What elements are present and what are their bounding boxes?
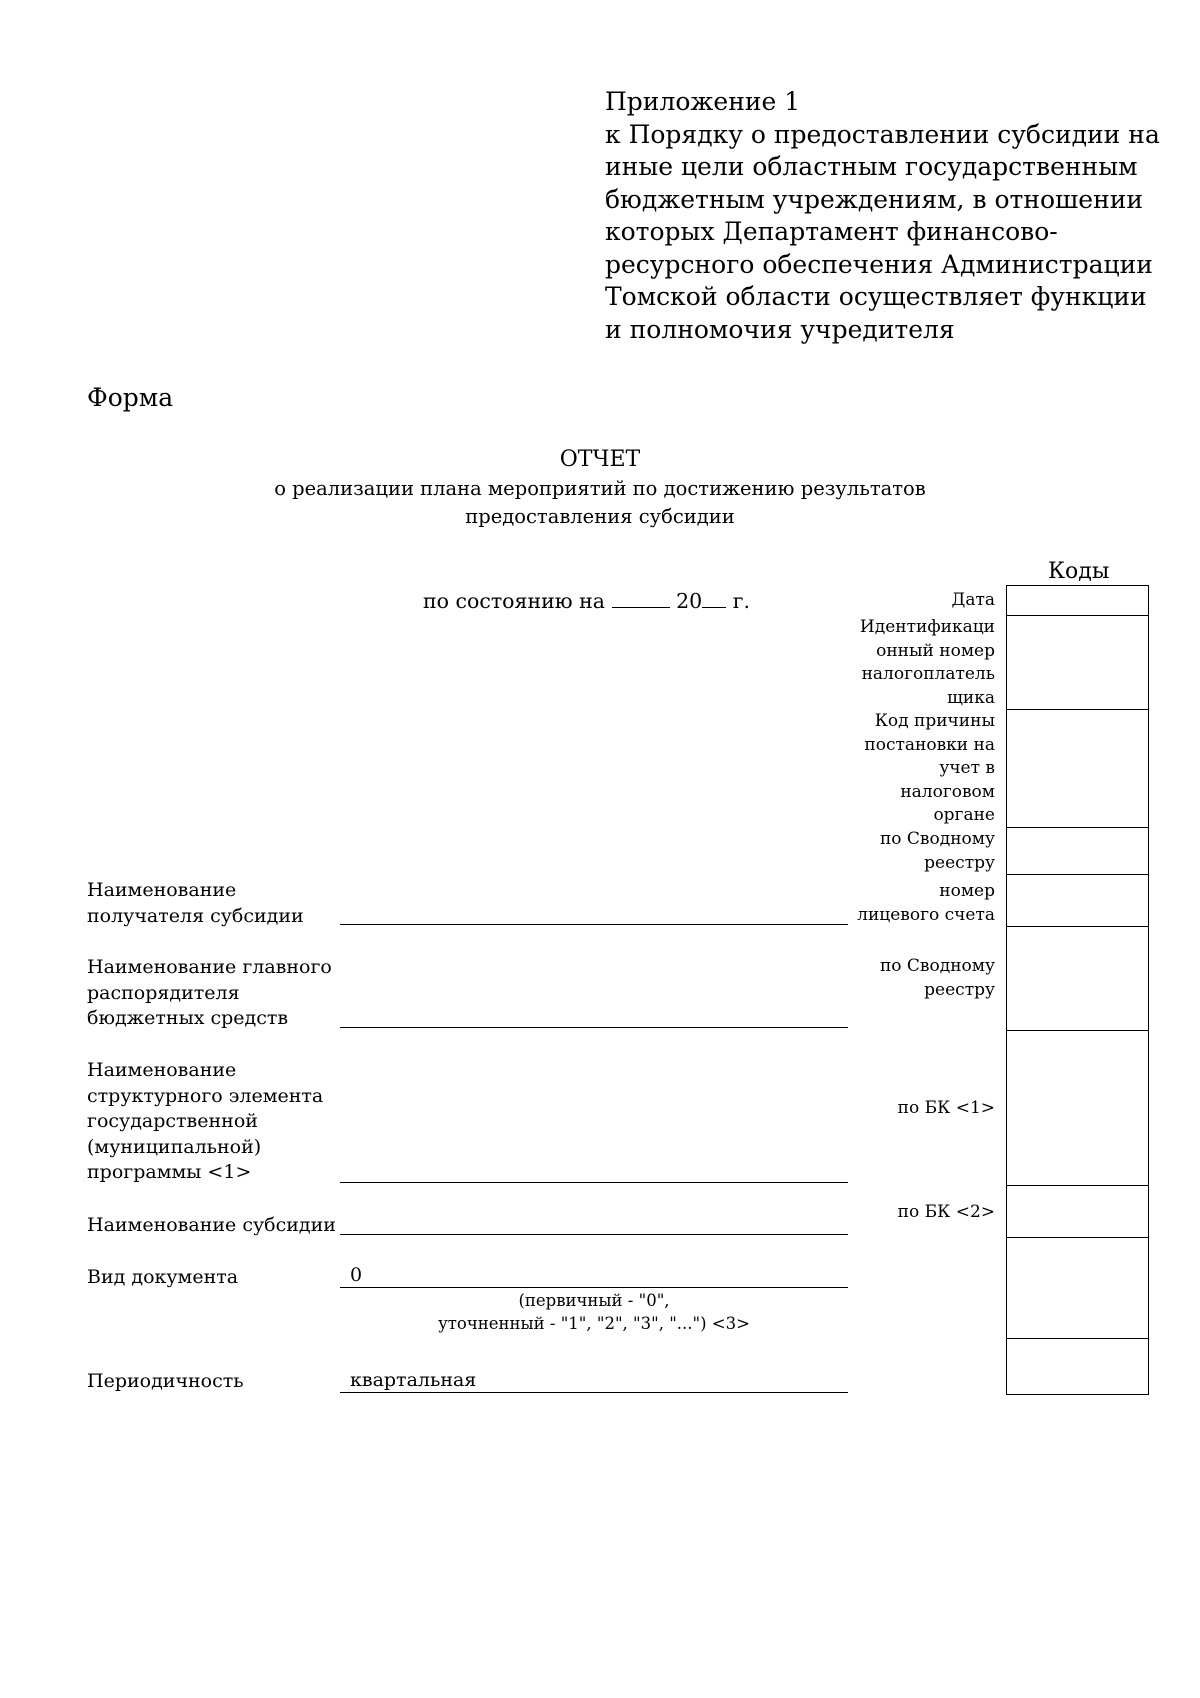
- code-label-line: Дата: [951, 590, 995, 610]
- field-label-line: распорядителя: [87, 981, 240, 1004]
- field-label-manager: [87, 955, 332, 1032]
- field-label-line: бюджетных средств: [87, 1007, 289, 1029]
- field-label-recipient: [87, 878, 304, 929]
- date-suffix: г.: [732, 589, 750, 613]
- codes-header: Коды: [1048, 559, 1110, 584]
- appendix-line: ресурсного обеспечения Администрации: [605, 249, 1153, 279]
- appendix-line: Томской области осуществляет функции: [605, 282, 1147, 311]
- code-label-kpp: [864, 710, 995, 828]
- field-label-line: Наименование: [87, 1059, 237, 1081]
- doc-type-field-line: [340, 1287, 848, 1288]
- report-subtitle: о реализации плана мероприятий по достижению результатов: [274, 477, 926, 500]
- field-label-subsidy: [87, 1213, 336, 1239]
- code-label-line: органе: [933, 805, 995, 825]
- field-label-line: (муниципальной): [87, 1135, 262, 1158]
- code-label-line: постановки на: [864, 734, 995, 755]
- appendix-line: и полномочия учредителя: [605, 314, 955, 344]
- code-label-line: Идентификаци: [859, 617, 995, 637]
- code-label-line: налоговом: [900, 781, 995, 802]
- periodicity-value[interactable]: квартальная: [350, 1369, 477, 1391]
- code-label-line: по БК <2>: [897, 1202, 995, 1222]
- code-label-register: [880, 828, 995, 875]
- codes-row-divider: [1007, 1338, 1148, 1339]
- codes-row-divider: [1007, 709, 1148, 710]
- code-label-account: [857, 880, 995, 927]
- appendix-line: Приложение 1: [605, 87, 801, 116]
- appendix-line: бюджетным учреждениям, в отношении: [605, 184, 1144, 214]
- periodicity-field-line: [340, 1392, 848, 1393]
- codes-row-divider: [1007, 827, 1148, 828]
- codes-row-divider: [1007, 1237, 1148, 1238]
- codes-table: [1006, 585, 1149, 1395]
- code-label-line: онный номер: [876, 640, 995, 661]
- field-label-line: Периодичность: [87, 1370, 244, 1392]
- field-label-doc-type: [87, 1265, 238, 1291]
- form-label: Форма: [87, 383, 174, 412]
- codes-row-divider: [1007, 874, 1148, 875]
- code-label-line: учет в: [939, 758, 995, 778]
- code-label-line: реестру: [924, 979, 995, 1000]
- code-label-line: по Сводному: [879, 829, 995, 849]
- field-label-line: программы <1>: [87, 1161, 252, 1183]
- code-label-line: по БК <1>: [897, 1098, 995, 1118]
- codes-row-divider: [1007, 1185, 1148, 1186]
- codes-row-divider: [1007, 1030, 1148, 1031]
- code-label-date: [952, 589, 996, 613]
- date-blank-field[interactable]: [612, 587, 670, 608]
- field-label-line: Наименование субсидии: [87, 1214, 336, 1236]
- code-label-line: по Сводному: [879, 956, 995, 976]
- doc-type-hint: (первичный - "0",: [518, 1291, 670, 1310]
- field-label-line: государственной: [87, 1110, 258, 1132]
- field-label-periodicity: [87, 1369, 244, 1395]
- report-title: ОТЧЕТ: [559, 447, 641, 472]
- program-field-line: [340, 1182, 848, 1183]
- date-prefix: по состоянию на: [423, 589, 606, 613]
- code-label-line: реестру: [924, 852, 995, 873]
- report-date-line: [423, 587, 750, 615]
- codes-row-divider: [1007, 615, 1148, 616]
- appendix-line: которых Департамент финансово-: [605, 217, 1058, 246]
- doc-type-value[interactable]: 0: [350, 1264, 363, 1286]
- field-label-line: структурного элемента: [87, 1084, 324, 1107]
- code-label-line: щика: [947, 687, 995, 708]
- recipient-field-line: [340, 924, 848, 925]
- field-label-line: Наименование главного: [87, 956, 332, 978]
- code-label-line: лицевого счета: [857, 904, 995, 925]
- code-label-bk1: [898, 1097, 995, 1121]
- year-blank-field[interactable]: [702, 587, 726, 608]
- code-label-bk2: [898, 1201, 995, 1225]
- code-label-line: номер: [939, 881, 995, 901]
- field-label-line: Наименование: [87, 879, 237, 901]
- codes-row-divider: [1007, 926, 1148, 927]
- code-label-inn: [860, 616, 995, 710]
- field-label-line: Вид документа: [87, 1266, 239, 1288]
- subsidy-field-line: [340, 1234, 848, 1235]
- code-label-line: налогоплатель: [861, 664, 995, 684]
- code-label-line: Код причины: [874, 711, 995, 731]
- code-label-register: [880, 955, 995, 1002]
- field-label-program: [87, 1058, 323, 1186]
- date-year: 20: [676, 589, 703, 613]
- field-label-line: получателя субсидии: [87, 904, 304, 927]
- report-subtitle: предоставления субсидии: [465, 505, 735, 528]
- doc-type-hint: уточненный - "1", "2", "3", "...") <3>: [438, 1314, 750, 1333]
- appendix-line: к Порядку о предоставлении субсидии на: [605, 119, 1160, 149]
- manager-field-line: [340, 1027, 848, 1028]
- appendix-header: [605, 86, 1165, 346]
- appendix-line: иные цели областным государственным: [605, 152, 1138, 181]
